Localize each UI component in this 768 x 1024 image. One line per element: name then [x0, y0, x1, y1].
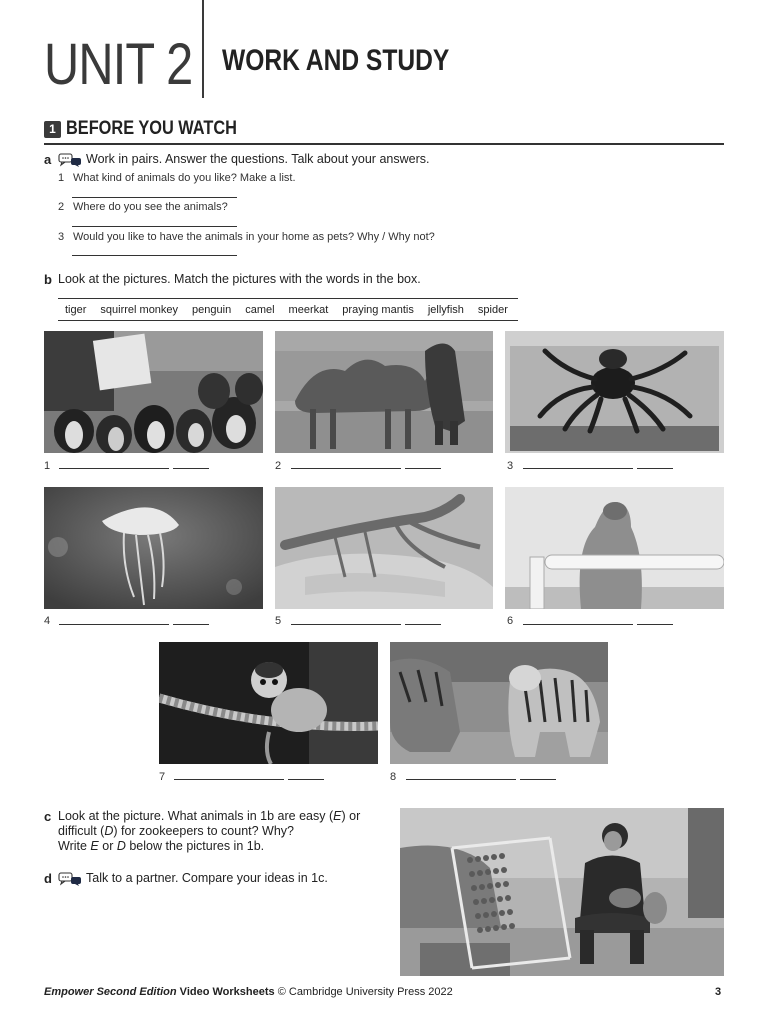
- text-fragment: E: [90, 839, 99, 853]
- part-c-instruction: [58, 809, 388, 854]
- question-text: What kind of animals do you like? Make a list.: [73, 172, 296, 184]
- picture-number: 4: [44, 615, 51, 627]
- word-box-item: penguin: [192, 303, 232, 316]
- ed-answer-line[interactable]: [637, 624, 673, 625]
- question-number: 3: [58, 231, 65, 243]
- footer-series: Video Worksheets: [176, 986, 275, 998]
- picture-number: 7: [159, 771, 166, 783]
- part-c-letter: c: [44, 809, 52, 824]
- part-d-instruction: Talk to a partner. Compare your ideas in 1c.: [86, 871, 328, 885]
- speech-bubbles-icon: [58, 872, 82, 886]
- answer-line[interactable]: [174, 779, 284, 780]
- question-text: Where do you see the animals?: [73, 201, 228, 213]
- tigers-photo: [390, 642, 608, 764]
- answer-line[interactable]: [59, 624, 169, 625]
- question-number: 1: [58, 172, 65, 184]
- page-number: 3: [715, 986, 722, 998]
- section-number-badge: 1: [44, 121, 61, 138]
- text-fragment: D: [116, 839, 126, 853]
- section-title: BEFORE YOU WATCH: [66, 118, 237, 139]
- ed-answer-line[interactable]: [637, 468, 673, 469]
- text-fragment: Write: [58, 839, 91, 853]
- word-box-item: praying mantis: [342, 303, 414, 316]
- word-box-item: squirrel monkey: [100, 303, 179, 316]
- header-divider: [202, 0, 204, 98]
- word-box-item: spider: [477, 303, 508, 316]
- ed-answer-line[interactable]: [288, 779, 324, 780]
- question-number: 2: [58, 201, 65, 213]
- text-fragment: difficult (: [58, 824, 105, 838]
- part-d-letter: d: [44, 871, 52, 886]
- answer-line[interactable]: [291, 624, 401, 625]
- part-a-instruction: Work in pairs. Answer the questions. Talk about your answers.: [86, 152, 430, 166]
- picture-number: 2: [275, 460, 282, 472]
- footer-book-title: Empower Second Edition: [44, 986, 177, 998]
- squirrel-monkey-photo: [159, 642, 378, 764]
- answer-line[interactable]: [291, 468, 401, 469]
- speech-bubbles-icon: [58, 153, 82, 167]
- answer-line[interactable]: [72, 197, 237, 198]
- answer-line[interactable]: [59, 468, 169, 469]
- text-fragment: Look at the picture. What animals in 1b are easy (: [58, 809, 334, 823]
- part-a-letter: a: [44, 152, 52, 167]
- text-fragment: or: [98, 839, 117, 853]
- jellyfish-photo: [44, 487, 263, 609]
- unit-label: UNIT 2: [44, 32, 193, 97]
- text-fragment: ) for zookeepers to count? Why?: [113, 824, 295, 838]
- part-b-instruction: Look at the pictures. Match the pictures with the words in the box.: [58, 272, 421, 286]
- word-box-item: jellyfish: [427, 303, 464, 316]
- word-box-item: tiger: [65, 303, 87, 316]
- unit-title: WORK AND STUDY: [222, 44, 450, 77]
- answer-line[interactable]: [72, 226, 237, 227]
- text-fragment: E: [333, 809, 342, 823]
- picture-number: 6: [507, 615, 514, 627]
- question-text: Would you like to have the animals in your home as pets? Why / Why not?: [73, 231, 435, 243]
- word-box-item: camel: [245, 303, 275, 316]
- picture-number: 3: [507, 460, 514, 472]
- camel-photo: [275, 331, 493, 453]
- word-box-item: meerkat: [288, 303, 329, 316]
- text-fragment: D: [104, 824, 114, 838]
- zookeeper-abacus-photo: [400, 808, 724, 976]
- picture-number: 8: [390, 771, 397, 783]
- text-fragment: below the pictures in 1b.: [125, 839, 265, 853]
- picture-number: 1: [44, 460, 51, 472]
- word-box: [58, 298, 518, 321]
- ed-answer-line[interactable]: [520, 779, 556, 780]
- ed-answer-line[interactable]: [405, 624, 441, 625]
- spider-photo: [505, 331, 724, 453]
- footer-copyright: © Cambridge University Press 2022: [274, 986, 453, 998]
- picture-number: 5: [275, 615, 282, 627]
- footer-credit: [44, 986, 453, 998]
- answer-line[interactable]: [406, 779, 516, 780]
- ed-answer-line[interactable]: [405, 468, 441, 469]
- penguins-photo: [44, 331, 263, 453]
- ed-answer-line[interactable]: [173, 624, 209, 625]
- section-rule: [44, 143, 724, 145]
- meerkat-photo: [505, 487, 724, 609]
- answer-line[interactable]: [72, 255, 237, 256]
- answer-line[interactable]: [523, 468, 633, 469]
- part-b-letter: b: [44, 272, 52, 287]
- ed-answer-line[interactable]: [173, 468, 209, 469]
- answer-line[interactable]: [523, 624, 633, 625]
- praying-mantis-photo: [275, 487, 493, 609]
- text-fragment: ) or: [341, 809, 361, 823]
